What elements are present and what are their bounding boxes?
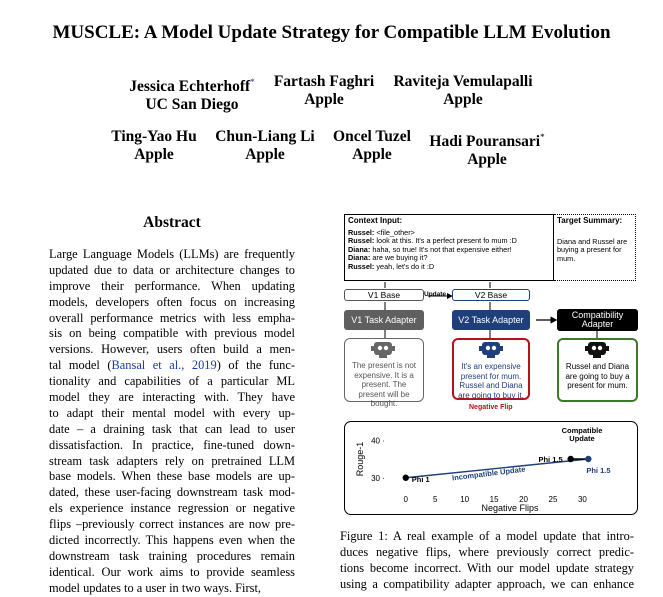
abstract-line: dissatisfaction. In practice, fine-tuned down- — [49, 437, 295, 452]
abstract-line: models, developers often focus on increasing — [49, 294, 295, 309]
target-heading: Target Summary: — [557, 216, 623, 225]
robot-icon — [478, 339, 504, 359]
compat-adapter-box: Compatibility Adapter — [557, 309, 638, 331]
caption-line: Figure 1: A real example of a model update that intro- — [340, 529, 634, 543]
figure-caption — [340, 529, 634, 593]
author-block — [328, 128, 416, 164]
abstract-line: model updates to a user in two ways. First, — [49, 580, 261, 595]
annotation-compatible: Compatible — [561, 426, 603, 435]
abstract-line: tionality and capabilities of a particular ML — [49, 374, 295, 389]
point-label: Phi 1.5 — [538, 455, 563, 464]
author-block — [268, 73, 380, 109]
author-name: Hadi Pouransari — [429, 133, 541, 151]
x-tick-label: 30 — [577, 495, 587, 504]
annotation-incompatible: Incompatible Update — [451, 464, 526, 483]
author-name: Raviteja Vemulapalli — [393, 73, 533, 90]
data-point — [567, 456, 573, 462]
context-line: Russel: <file_other> — [348, 227, 415, 237]
abstract-line: overall performance metrics with less empha- — [49, 310, 295, 325]
compat-output-text: Russel and Diana are going to buy a present for mum. — [565, 362, 630, 390]
abstract-line: date – a draining task that can lead to user — [49, 421, 295, 436]
author-name: Oncel Tuzel — [333, 128, 411, 145]
abstract-line: Large Language Models (LLMs) are frequently — [49, 247, 295, 261]
abstract-line: improve their performance. When updating — [49, 278, 295, 293]
point-label: Phi 1.5 — [586, 466, 611, 475]
abstract-line: sis on being compatible with previous model — [49, 326, 295, 341]
author-affiliation: Apple — [245, 146, 285, 163]
robot-icon — [370, 339, 396, 359]
y-tick-label: 40 — [371, 436, 380, 446]
target-summary-box — [554, 214, 636, 281]
author-name: Chun-Liang Li — [215, 128, 315, 145]
robot-icon — [584, 339, 610, 359]
abstract-body — [49, 247, 295, 597]
x-tick-label: 20 — [519, 495, 529, 504]
author-affiliation: UC San Diego — [145, 96, 239, 114]
abstract-line: to adapt their mental model with every up- — [49, 405, 295, 420]
author-affiliation: Apple — [443, 91, 483, 108]
author-mark: * — [540, 132, 545, 142]
rouge-vs-flips-chart — [344, 421, 638, 515]
context-line: Diana: haha, so true! It's not that expensive either! — [348, 244, 512, 254]
author-name: Jessica Echterhoff — [129, 78, 251, 96]
abstract-line: identical. Our work aims to provide seamless — [49, 564, 295, 579]
v1-adapter-box: V1 Task Adapter — [344, 310, 424, 330]
paper-title: MUSCLE: A Model Update Strategy for Compatible LLM Evolution — [52, 22, 611, 43]
author-block — [106, 128, 202, 164]
caption-line: duces negative flips, where previously correct predic- — [340, 544, 634, 559]
author-affiliation: Apple — [304, 91, 344, 108]
author-block — [126, 73, 258, 114]
author-name: Fartash Faghri — [273, 73, 375, 90]
author-mark: * — [250, 77, 255, 87]
x-axis-label: Negative Flips — [481, 503, 539, 513]
update-label: Update — [424, 291, 447, 298]
negative-flip-label: Negative Flip — [469, 404, 513, 411]
abstract-line: model they are interacting with. They have — [49, 390, 295, 405]
author-block — [210, 128, 320, 164]
caption-line: tions become incorrect. With our model update strategy — [340, 560, 634, 575]
author-name: Ting-Yao Hu — [111, 128, 197, 145]
abstract-line: flips –previously correct instances are now pre- — [49, 517, 295, 532]
x-tick-label: 0 — [403, 495, 409, 504]
abstract-line: dicted incorrectly. This happens even when the — [49, 533, 295, 548]
y-tick-label: 30 — [371, 473, 380, 483]
author-block — [424, 128, 550, 169]
author-block — [388, 73, 538, 109]
context-input-box — [344, 214, 554, 281]
target-text: Diana and Russel are buying a present for mum. — [557, 236, 628, 263]
author-affiliation: Apple — [467, 151, 507, 169]
x-tick-label: 5 — [432, 495, 438, 504]
x-tick-label: 25 — [548, 495, 558, 504]
abstract-heading: Abstract — [143, 214, 201, 231]
abstract-line: base models. When these base models are up- — [49, 469, 295, 484]
y-tick-mark: · — [382, 436, 385, 446]
y-axis-label: Rouge-1 — [355, 441, 365, 477]
author-affiliation: Apple — [352, 146, 392, 163]
caption-line: using a compatibility adapter approach, we can enhance — [340, 576, 634, 591]
point-label: Phi 1 — [411, 474, 430, 484]
abstract-line: versions. However, users often build a men- — [49, 342, 295, 357]
annotation-compatible: Update — [569, 434, 595, 443]
v1-base-box: V1 Base — [344, 289, 424, 301]
citation-link[interactable]: Bansal et al., 2019 — [111, 358, 217, 373]
abstract-line: stream task adapters rely on pretrained LLM — [49, 453, 295, 468]
context-line: Russel: yeah, let's do it :D — [348, 261, 435, 271]
data-point — [585, 456, 591, 462]
context-heading: Context Input: — [348, 216, 403, 225]
v2-adapter-box: V2 Task Adapter — [452, 310, 530, 330]
context-line: Diana: are we buying it? — [348, 253, 428, 263]
abstract-line: els experience instance regression or negative — [49, 501, 295, 516]
abstract-line: updated due to data or architecture changes to — [49, 262, 295, 277]
v1-output-text: The present is not expensive. It is a present. The present will be bought. — [351, 361, 417, 408]
x-tick-label: 15 — [489, 495, 499, 504]
v2-output-text: It's an expensive present for mum. Russel and Diana are going to buy it. — [458, 362, 524, 400]
abstract-line: tal model (Bansal et al., 2019) of the func- — [49, 358, 295, 373]
abstract-line: downstream task training procedures remain — [49, 548, 295, 563]
data-point — [403, 475, 409, 481]
y-tick-mark: · — [382, 473, 385, 483]
x-tick-label: 10 — [460, 495, 470, 504]
context-line: Russel: look at this. It's a perfect present fo mum :D — [348, 236, 517, 246]
v2-base-box: V2 Base — [452, 289, 530, 301]
abstract-line: dated, these user-facing downstream task mod- — [49, 485, 295, 500]
author-affiliation: Apple — [134, 146, 174, 163]
